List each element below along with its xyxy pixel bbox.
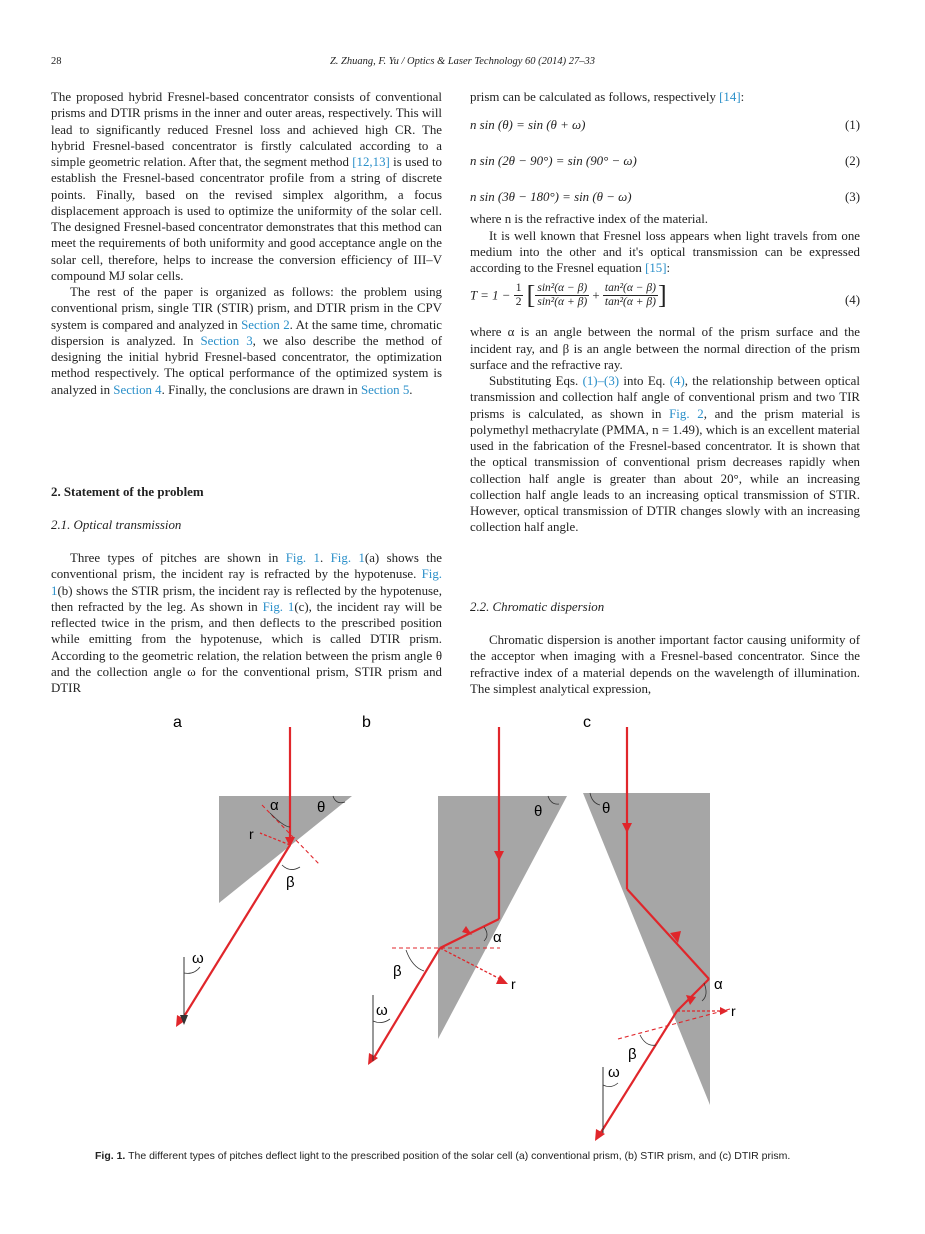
alpha-label-a: α <box>270 797 279 814</box>
r-label-a: r <box>249 826 254 842</box>
prism-b <box>438 796 567 1039</box>
right-column <box>470 89 860 536</box>
caption-label: Fig. 1. <box>95 1150 126 1162</box>
r-label-b: r <box>511 976 516 992</box>
subsection-heading: 2.1. Optical transmission <box>51 518 182 532</box>
equation-number: (4) <box>844 293 860 308</box>
beta-label-a: β <box>286 874 295 891</box>
equation-4: T = 1 − $\frac{1}{2}$ [ $\frac{\text{sin²(α − β)}}{\text{sin²(α + β)}}$ + $\frac{\text{tan²(α − β)}}{\text{tan²(α + β)}}$ ] (4) <box>470 280 860 310</box>
figure-link[interactable]: Fig. 2 <box>669 406 704 421</box>
panel-label-c: c <box>583 714 591 731</box>
paragraph: where α is an angle between the normal of the prism surface and the incident ray, and β is an angle between the normal direction of the prism surface and the refractive ray. <box>470 325 860 372</box>
beta-label-b: β <box>393 963 402 980</box>
omega-label-a: ω <box>192 950 204 967</box>
left-column-lower <box>51 550 442 696</box>
paragraph: Three types of pitches are shown in Fig. 1. Fig. 1(a) shows the conventional prism, the incident ray is refracted by the hypotenuse. Fig. 1(b) shows the STIR prism, the incident ray is reflected by the hypotenuse, then refracted by the leg. As shown in Fig. 1(c), the incident ray will be reflected twice in the prism, and then deflects to the prescribed position while emitting from the hypotenuse, which is called DTIR prism. According to the geometric relation, the relation between the prism angle θ and the collection angle ω for the conventional prism, STIR prism and DTIR <box>51 551 442 695</box>
theta-label-c: θ <box>602 800 611 817</box>
theta-label-b: θ <box>534 803 543 820</box>
equation-number: (3) <box>844 190 860 205</box>
caption-text: The different types of pitches deflect light to the prescribed position of the solar cell (a) conventional prism, (b) STIR prism, and (c) DTIR prism. <box>128 1150 791 1162</box>
equation-1: n sin (θ) = sin (θ + ω) (1) <box>470 118 860 133</box>
equation-link[interactable]: (1)–(3) <box>582 374 620 388</box>
figure-link[interactable]: Fig. 1 <box>330 551 365 565</box>
figure-link[interactable]: Fig. 1 <box>285 551 320 565</box>
alpha-label-b: α <box>493 929 502 946</box>
panel-label-a: a <box>173 714 182 731</box>
paragraph: prism can be calculated as follows, respectively [14]: <box>470 90 745 104</box>
left-column <box>51 89 442 398</box>
paragraph: The rest of the paper is organized as follows: the problem using conventional prism, single TIR (STIR) prism, and DTIR prism in the CPV system is compared and analyzed in Section 2. At the same time, chromatic dispersion is analyzed. In Section 3, we also describe the method of designing the initial hybrid Fresnel-based concentrator, the optimization method respectively. The optical performance of the optimized system is analyzed in Section 4. Finally, the conclusions are drawn in Section 5. <box>51 285 443 397</box>
section-link[interactable]: Section 3 <box>200 333 253 348</box>
paragraph: The proposed hybrid Fresnel-based concentrator consists of conventional prisms and DTIR prisms in the inner and outer areas, respectively. This will lead to significantly reduced Fresnel loss and achieved high CR. The hybrid Fresnel-based concentrator is firstly calculated according to a simple geometric relation. After that, the segment method [12,13] is used to establish the Fresnel-based concentrator profile from a string of discrete points. Finally, based on the revised simplex algorithm, a focus displacement approach is used to optimize the uniformity of the solar cell. The designed Fresnel-based concentrator demonstrates that this method can meet the requirements of both uniformity and good acceptance angle on the solar cell, therefore, helps to increase the conversion efficiency of III–V compound MJ solar cells. <box>51 90 442 283</box>
journal-citation: Z. Zhuang, F. Yu / Optics & Laser Technology 60 (2014) 27–33 <box>329 56 596 67</box>
right-column-lower <box>470 632 860 697</box>
paragraph: Chromatic dispersion is another important factor causing uniformity of the acceptor when imaging with a Fresnel-based concentrator. Since the refractive index of a material depends on the wavelength of illumination. The simplest analytical expression, <box>470 633 860 696</box>
beta-label-c: β <box>628 1046 637 1063</box>
section-link[interactable]: Section 2 <box>241 317 290 332</box>
figure-1 <box>0 705 925 1145</box>
paragraph: It is well known that Fresnel loss appears when light travels from one medium into the other and it's optical transmission can be expressed according to the Fresnel equation [15]: <box>470 228 860 275</box>
equation-number: (2) <box>844 154 860 169</box>
section-link[interactable]: Section 4 <box>113 382 162 397</box>
figure-caption <box>95 1150 855 1162</box>
figure-link[interactable]: Fig. 1 <box>51 567 442 598</box>
omega-label-b: ω <box>376 1002 388 1019</box>
panel-label-b: b <box>362 714 371 731</box>
running-header <box>0 56 925 70</box>
page-number: 28 <box>51 56 62 67</box>
equation-3: n sin (3θ − 180°) = sin (θ − ω) (3) <box>470 190 860 205</box>
section-heading: 2. Statement of the problem <box>51 485 204 499</box>
theta-label-a: θ <box>317 799 326 816</box>
paragraph: Substituting Eqs. (1)–(3) into Eq. (4), the relationship between optical transmission and collection half angle of conventional prism and two TIR prisms is calculated, as shown in Fig. 2, and the prism material is polymethyl methacrylate (PMMA, n = 1.49), which is an excellent material used in the fabrication of the Fresnel-based concentrator. It is shown that the optical transmission of conventional prism decreases rapidly when collection half angle is greater than about 20°, while an increasing collection half angle leads to an increasing optical transmission of STIR. However, optical transmission of DTIR changes slowly with an increasing collection half angle. <box>470 374 861 535</box>
subsection-heading: 2.2. Chromatic dispersion <box>470 600 605 614</box>
figure-link[interactable]: Fig. 1 <box>262 599 295 614</box>
omega-label-c: ω <box>608 1064 620 1081</box>
section-link[interactable]: Section 5 <box>360 382 410 397</box>
reference-link[interactable]: [12,13] <box>352 155 390 169</box>
equation-number: (1) <box>844 118 860 133</box>
equation-link[interactable]: (4) <box>669 374 685 388</box>
reference-link[interactable]: [15] <box>645 261 667 275</box>
r-label-c: r <box>731 1003 736 1019</box>
reference-link[interactable]: [14] <box>719 90 741 104</box>
paragraph: where n is the refractive index of the material. <box>470 212 709 227</box>
equation-2: n sin (2θ − 90°) = sin (90° − ω) (2) <box>470 154 860 169</box>
figure-1-diagram <box>0 705 925 1145</box>
alpha-label-c: α <box>714 976 723 993</box>
